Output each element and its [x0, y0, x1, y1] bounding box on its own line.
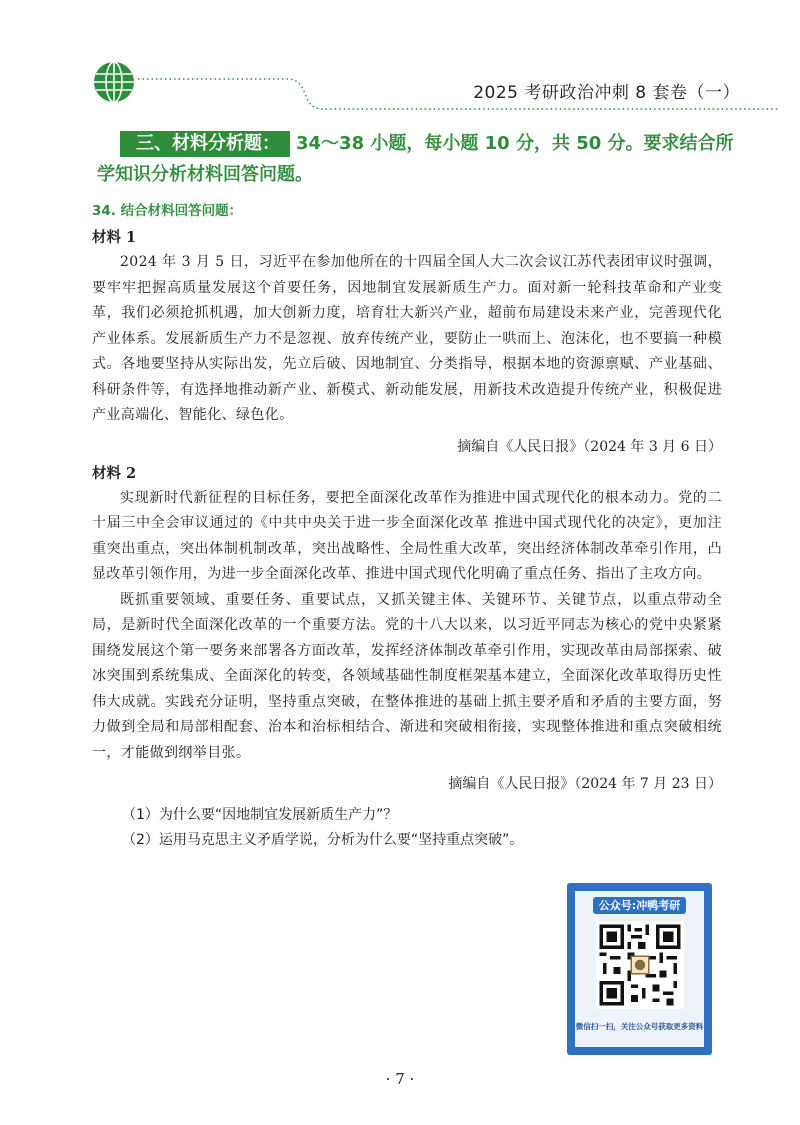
- material-2-source: 摘编自《人民日报》（2024 年 7 月 23 日）: [448, 776, 722, 792]
- sub-question-1: （1）为什么要“因地制宜发展新质生产力”？: [122, 807, 398, 823]
- question-title: 34. 结合材料回答问题：: [92, 203, 243, 219]
- qr-promo-card[interactable]: [567, 883, 712, 1055]
- qr-code-icon[interactable]: [596, 921, 684, 1009]
- section-instructions: 34～38 小题，每小题 10 分，共 50 分。要求结合所学知识分析材料回答问题。: [97, 133, 734, 185]
- material-1-paragraph: 2024 年 3 月 5 日，习近平在参加他所在的十四届全国人大二次会议江苏代表团审议时强调，要牢牢把握高质量发展这个首要任务，因地制宜发展新质生产力。面对新一轮科技革命和产业变革，我们必须抢抓机遇，加大创新力度，培育壮大新兴产业，超前布局建设未来产业，完善现代化产业体系。发展新质生产力不是忽视、放弃传统产业，要防止一哄而上、泡沫化，也不要搞一种模式。各地要坚持从实际出发，先立后破、因地制宜、分类指导，根据本地的资源禀赋、产业基础、科研条件等，有选择地推动新产业、新模式、新动能发展，用新技术改造提升传统产业，积极促进产业高端化、智能化、绿色化。: [92, 254, 722, 423]
- page-header: [0, 0, 800, 110]
- material-2-paragraph-2: 既抓重要领域、重要任务、重要试点，又抓关键主体、关键环节、关键节点，以重点带动全局，是新时代全面深化改革的一个重要方法。党的十八大以来，以习近平同志为核心的党中央紧紧围绕发展这个第一要务来部署各方面改革，发挥经济体制改革牵引作用，实现改革由局部探索、破冰突围到系统集成、全面深化的转变，各领域基础性制度框架基本建立，全面深化改革取得历史性伟大成就。实践充分证明，坚持重点突破，在整体推进的基础上抓主要矛盾和矛盾的主要方面，努力做到全局和局部相配套、治本和治标相结合、渐进和突破相衔接，实现整体推进和重点突破相统一，才能做到纲举目张。: [92, 591, 722, 761]
- material-2-paragraph-1: 实现新时代新征程的目标任务，要把全面深化改革作为推进中国式现代化的根本动力。党的二十届三中全会审议通过的《中共中央关于进一步全面深化改革 推进中国式现代化的决定》，更加注重突出重点，突出体制机制改革，突出战略性、全局性重大改革，突出经济体制改革牵引作用，凸显改革引领作用，为进一步全面深化改革、推进中国式现代化明确了重点任务、指出了主攻方向。: [92, 489, 722, 582]
- qr-top-caption-text: 公众号:冲鸭考研: [593, 897, 686, 914]
- qr-bottom-caption: 微信扫一扫，关注公众号获取更多资料: [575, 1022, 704, 1031]
- question-content: [92, 200, 722, 853]
- header-title: 2025 考研政治冲刺 8 套卷（一）: [473, 83, 740, 103]
- qr-top-caption: [575, 897, 704, 913]
- qr-card-inner: [575, 891, 704, 1047]
- sub-question-2: （2）运用马克思主义矛盾学说，分析为什么要“坚持重点突破”。: [122, 832, 524, 848]
- material-1-source: 摘编自《人民日报》（2024 年 3 月 6 日）: [457, 438, 722, 455]
- material-1-label: 材料 1: [92, 229, 137, 246]
- sub-questions: [122, 803, 722, 853]
- section-tag: 三、材料分析题：: [120, 131, 290, 157]
- material-2-label: 材料 2: [92, 464, 137, 482]
- section-heading: [97, 128, 737, 190]
- globe-logo-icon: [92, 60, 136, 104]
- page-number: · 7 ·: [385, 1070, 415, 1088]
